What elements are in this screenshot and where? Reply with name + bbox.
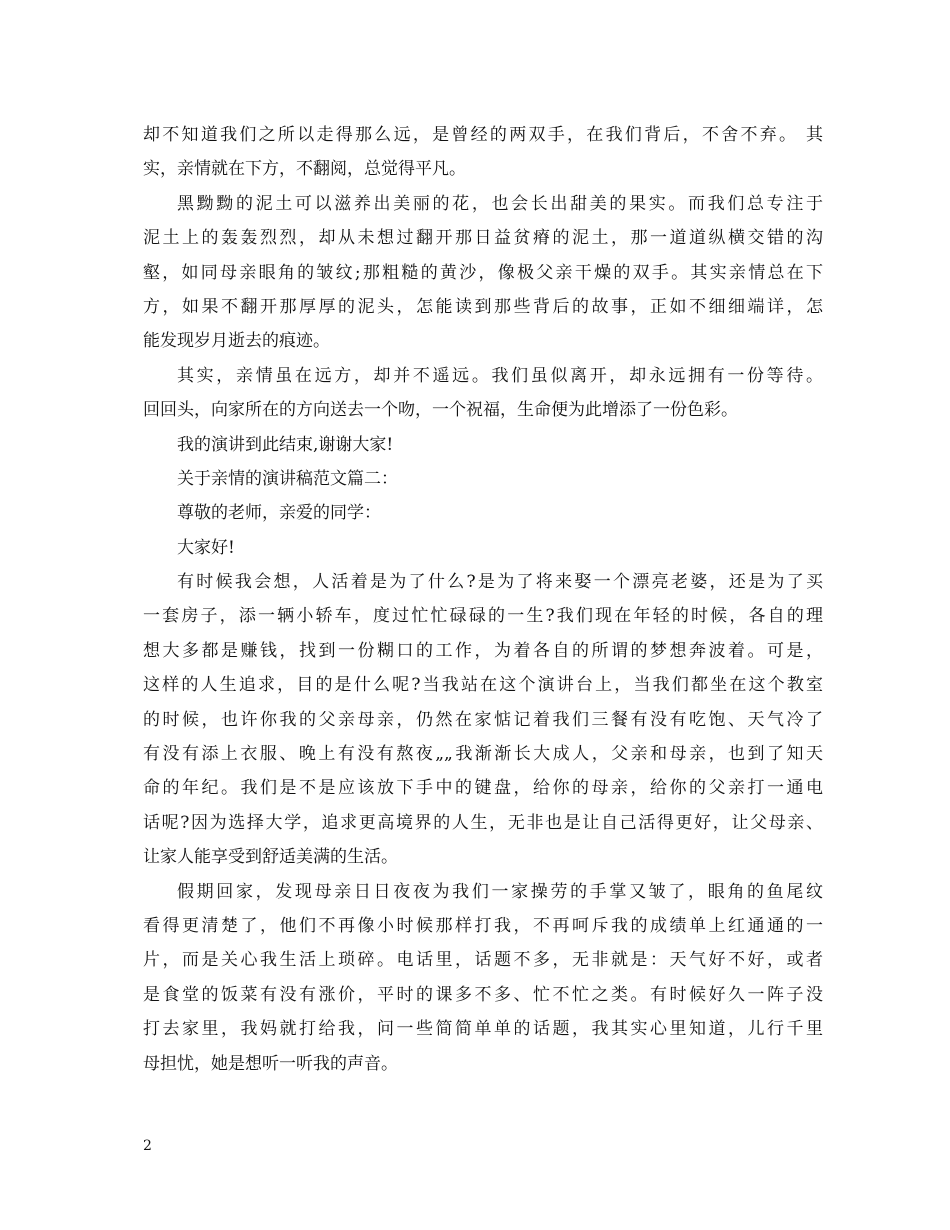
- text-line: 让家人能享受到舒适美满的生活。: [143, 847, 398, 868]
- text-line: 有没有添上衣服、晚上有没有熬夜„„我渐渐长大成人，父亲和母亲，也到了知天: [143, 744, 823, 765]
- text-line: 其实，亲情虽在远方，却并不遥远。我们虽似离开，却永远拥有一份等待。: [177, 365, 823, 386]
- text-line: 我的演讲到此结束,谢谢大家!: [177, 434, 394, 455]
- text-line: 尊敬的老师，亲爱的同学：: [177, 503, 381, 524]
- text-line: 命的年纪。我们是不是应该放下手中的键盘，给你的母亲，给你的父亲打一通电: [143, 778, 823, 799]
- text-line: 一套房子，添一辆小轿车，度过忙忙碌碌的一生?我们现在年轻的时候，各自的理: [143, 606, 823, 627]
- text-line: 实，亲情就在下方，不翻阅，总觉得平凡。: [143, 159, 466, 180]
- text-line: 话呢?因为选择大学，追求更高境界的人生，无非也是让自己活得更好，让父母亲、: [143, 812, 823, 833]
- text-line: 的时候，也许你我的父亲母亲，仍然在家惦记着我们三餐有没有吃饱、天气冷了: [143, 709, 823, 730]
- page-number: 2: [143, 1138, 152, 1154]
- text-line: 片，而是关心我生活上琐碎。电话里，话题不多，无非就是：天气好不好，或者: [143, 950, 823, 971]
- text-line: 打去家里，我妈就打给我，问一些简简单单的话题，我其实心里知道，儿行千里: [143, 1019, 823, 1040]
- text-line: 这样的人生追求，目的是什么呢?当我站在这个演讲台上，当我们都坐在这个教室: [143, 675, 823, 696]
- text-line: 方，如果不翻开那厚厚的泥头，怎能读到那些背后的故事，正如不细细端详，怎: [143, 296, 823, 317]
- text-line: 看得更清楚了，他们不再像小时候那样打我，不再呵斥我的成绩单上红通通的一: [143, 915, 823, 936]
- text-line: 有时候我会想，人活着是为了什么?是为了将来娶一个漂亮老婆，还是为了买: [177, 572, 823, 593]
- text-line: 想大多都是赚钱，找到一份糊口的工作，为着各自的所谓的梦想奔波着。可是，: [143, 640, 823, 661]
- text-line: 能发现岁月逝去的痕迹。: [143, 331, 330, 352]
- text-line: 是食堂的饭菜有没有涨价，平时的课多不多、忙不忙之类。有时候好久一阵子没: [143, 984, 823, 1005]
- text-line: 却不知道我们之所以走得那么远，是曾经的两双手，在我们背后，不舍不弃。 其: [143, 125, 823, 145]
- text-line: 假期回家，发现母亲日日夜夜为我们一家操劳的手掌又皱了，眼角的鱼尾纹: [177, 881, 823, 902]
- document-body: [143, 118, 823, 1081]
- text-line: 泥土上的轰轰烈烈，却从未想过翻开那日益贫瘠的泥土，那一道道纵横交错的沟: [143, 228, 823, 249]
- text-line: 母担忧，她是想听一听我的声音。: [143, 1053, 398, 1074]
- text-line: 大家好!: [177, 537, 235, 558]
- text-line: 黑黝黝的泥土可以滋养出美丽的花，也会长出甜美的果实。而我们总专注于: [177, 193, 823, 214]
- text-line: 壑，如同母亲眼角的皱纹;那粗糙的黄沙，像极父亲干燥的双手。其实亲情总在下: [143, 262, 823, 283]
- text-line: 回回头，向家所在的方向送去一个吻，一个祝福，生命便为此增添了一份色彩。: [143, 400, 738, 421]
- text-line: 关于亲情的演讲稿范文篇二：: [177, 468, 398, 489]
